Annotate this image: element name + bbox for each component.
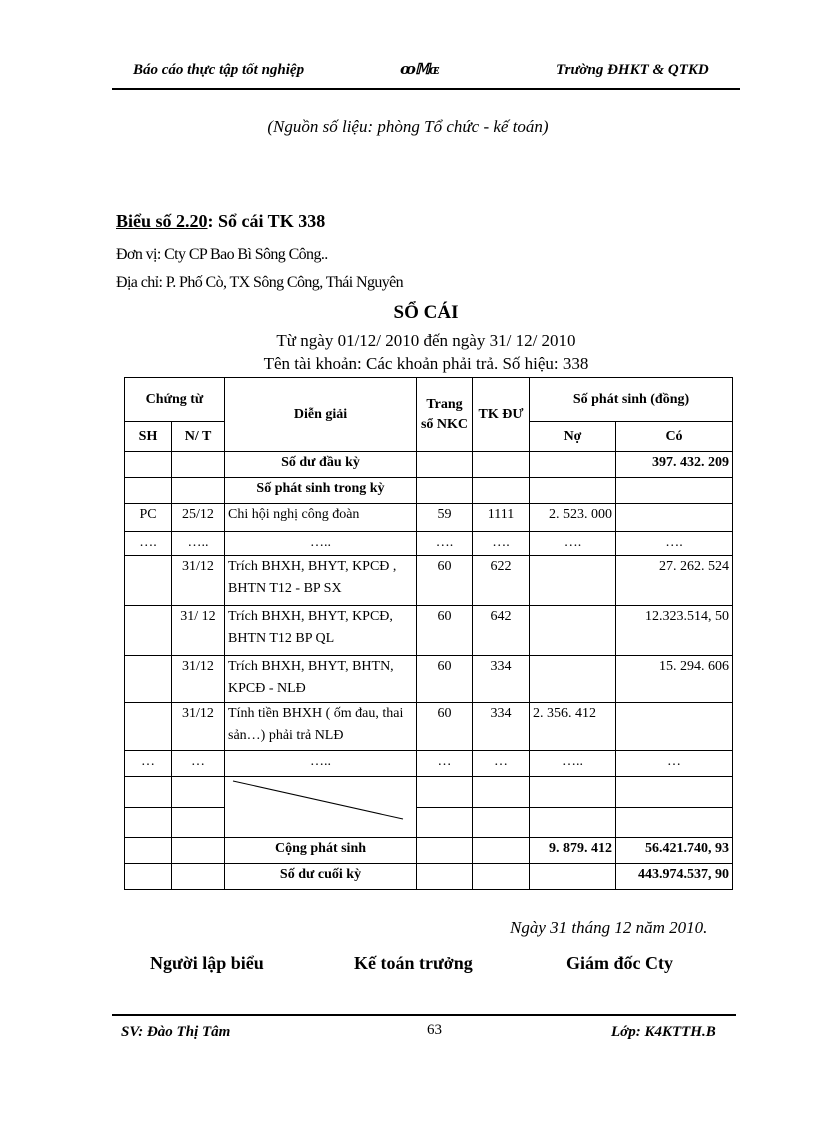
signature-preparer: Người lập biểu — [150, 953, 264, 973]
row-page: 60 — [417, 556, 473, 606]
row-page: 60 — [417, 656, 473, 703]
header-nt: N/ T — [172, 422, 225, 452]
ledger-period: Từ ngày 01/12/ 2010 đến ngày 31/ 12/ 2010 — [276, 331, 576, 350]
opening-co: 397. 432. 209 — [616, 452, 733, 478]
row-tk: 334 — [473, 703, 530, 751]
row-desc: Trích BHXH, BHYT, KPCĐ , BHTN T12 - BP SX — [225, 556, 417, 606]
row-sh: …. — [125, 532, 172, 556]
header-right: Trường ĐHKT & QTKD — [556, 62, 709, 78]
row-co: …. — [616, 532, 733, 556]
header-chung-tu: Chứng từ — [125, 378, 225, 422]
row-sh — [125, 656, 172, 703]
opening-row — [125, 452, 733, 478]
row-no — [530, 606, 616, 656]
total-label: Cộng phát sinh — [225, 838, 417, 864]
row-desc: Trích BHXH, BHYT, KPCĐ, BHTN T12 BP QL — [225, 606, 417, 656]
footer-page-number: 63 — [427, 1022, 442, 1038]
footer-class: Lớp: K4KTTH.B — [611, 1024, 716, 1040]
row-co: 12.323.514, 50 — [616, 606, 733, 656]
row-co: 15. 294. 606 — [616, 656, 733, 703]
row-tk: 642 — [473, 606, 530, 656]
row-desc: Tính tiền BHXH ( ốm đau, thai sản…) phải trả NLĐ — [225, 703, 417, 751]
bieu-so-heading — [116, 211, 325, 232]
header-dien-giai: Diễn giải — [225, 378, 417, 452]
row-co — [616, 504, 733, 532]
row-desc: Trích BHXH, BHYT, BHTN, KPCĐ - NLĐ — [225, 656, 417, 703]
row-no — [530, 556, 616, 606]
total-co: 56.421.740, 93 — [616, 838, 733, 864]
closing-row — [125, 864, 733, 890]
company-unit: Đơn vị: Cty CP Bao Bì Sông Công.. — [116, 246, 328, 263]
row-nt: 31/12 — [172, 656, 225, 703]
strike-cell — [225, 777, 417, 838]
row-sh — [125, 606, 172, 656]
header-tk-du: TK ĐƯ — [473, 378, 530, 452]
row-nt: 31/12 — [172, 556, 225, 606]
row-no: …. — [530, 532, 616, 556]
row-desc: Chi hội nghị công đoàn — [225, 504, 417, 532]
table-row — [125, 532, 733, 556]
table-row — [125, 751, 733, 777]
row-desc: ….. — [225, 532, 417, 556]
strike-line — [225, 777, 417, 829]
row-co — [616, 703, 733, 751]
row-page: …. — [417, 532, 473, 556]
row-nt: 25/12 — [172, 504, 225, 532]
row-tk: 1111 — [473, 504, 530, 532]
header-trang-so: Trang sổ NKC — [417, 378, 473, 452]
bieu-so-title: : Sổ cái TK 338 — [207, 211, 326, 231]
row-page: 60 — [417, 606, 473, 656]
row-sh: PC — [125, 504, 172, 532]
table-row — [125, 656, 733, 703]
total-no: 9. 879. 412 — [530, 838, 616, 864]
table-row — [125, 556, 733, 606]
row-page: 59 — [417, 504, 473, 532]
row-page: 60 — [417, 703, 473, 751]
row-no: ….. — [530, 751, 616, 777]
table-row — [125, 703, 733, 751]
total-row — [125, 838, 733, 864]
blank-row — [125, 777, 733, 808]
header-co: Có — [616, 422, 733, 452]
header-ornament: ꝏ𝕄ɶ — [400, 62, 439, 78]
signature-chief-accountant: Kế toán trưởng — [354, 953, 473, 973]
row-nt: ….. — [172, 532, 225, 556]
table-row — [125, 606, 733, 656]
header-so-phat-sinh: Số phát sinh (đồng) — [530, 378, 733, 422]
ledger-account: Tên tài khoản: Các khoản phải trả. Số hiệu: 338 — [263, 354, 589, 373]
closing-co: 443.974.537, 90 — [616, 864, 733, 890]
row-nt: 31/12 — [172, 703, 225, 751]
row-nt: … — [172, 751, 225, 777]
row-tk: 334 — [473, 656, 530, 703]
opening-label: Số dư đầu kỳ — [225, 452, 417, 478]
signature-director: Giám đốc Cty — [566, 953, 673, 973]
ledger-table — [124, 377, 733, 890]
row-nt: 31/ 12 — [172, 606, 225, 656]
row-co: 27. 262. 524 — [616, 556, 733, 606]
row-no — [530, 656, 616, 703]
company-address: Địa chỉ: P. Phố Cò, TX Sông Công, Thái Nguyên — [116, 274, 404, 291]
period-label-row — [125, 478, 733, 504]
period-label: Số phát sinh trong kỳ — [225, 478, 417, 504]
footer-rule — [112, 1014, 736, 1016]
row-page: … — [417, 751, 473, 777]
row-sh — [125, 556, 172, 606]
row-sh — [125, 703, 172, 751]
row-tk: 622 — [473, 556, 530, 606]
header-sh: SH — [125, 422, 172, 452]
ledger-title: SỔ CÁI — [393, 302, 459, 323]
closing-label: Số dư cuối kỳ — [225, 864, 417, 890]
blank-row — [125, 807, 733, 838]
header-rule — [112, 88, 740, 90]
row-co: … — [616, 751, 733, 777]
row-tk: …. — [473, 532, 530, 556]
header-left: Báo cáo thực tập tốt nghiệp — [133, 62, 305, 78]
header-no: Nợ — [530, 422, 616, 452]
row-sh: … — [125, 751, 172, 777]
row-desc: ….. — [225, 751, 417, 777]
footer-student: SV: Đào Thị Tâm — [121, 1024, 231, 1040]
bieu-so-label: Biểu số 2.20 — [116, 211, 208, 231]
date-line: Ngày 31 tháng 12 năm 2010. — [510, 918, 708, 937]
row-tk: … — [473, 751, 530, 777]
source-note: (Nguồn số liệu: phòng Tổ chức - kế toán) — [267, 117, 549, 136]
row-no: 2. 523. 000 — [530, 504, 616, 532]
row-no: 2. 356. 412 — [530, 703, 616, 751]
table-row — [125, 504, 733, 532]
